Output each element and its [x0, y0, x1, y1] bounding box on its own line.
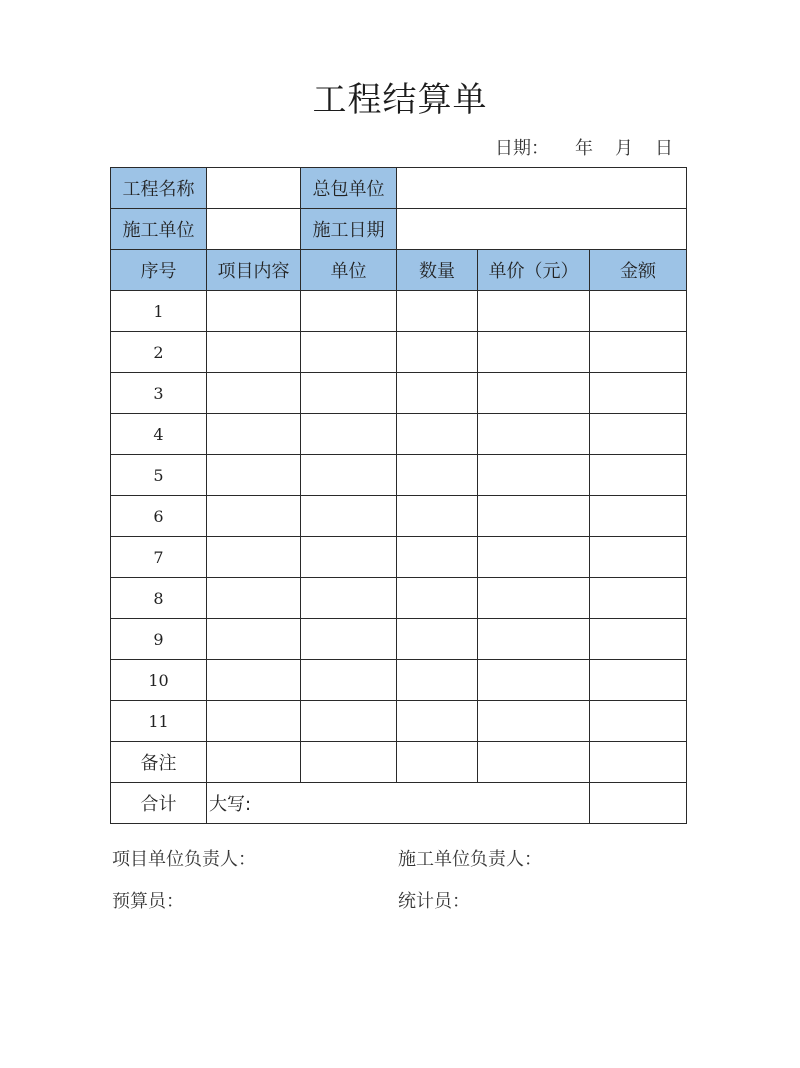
amount-cell[interactable] [590, 373, 687, 414]
remarks-cell[interactable] [207, 742, 301, 783]
total-row [111, 783, 687, 824]
date-year-field[interactable]: 年 [575, 138, 593, 159]
amount-cell[interactable] [590, 701, 687, 742]
unit-cell[interactable] [301, 332, 397, 373]
date-day-field[interactable]: 日 [655, 138, 673, 159]
unit-cell[interactable] [301, 373, 397, 414]
row-number: 9 [111, 619, 207, 660]
price-cell[interactable] [478, 291, 590, 332]
table-row [111, 537, 687, 578]
column-header-row [111, 250, 687, 291]
content-cell[interactable] [207, 496, 301, 537]
remarks-cell[interactable] [301, 742, 397, 783]
amount-cell[interactable] [590, 660, 687, 701]
price-cell[interactable] [478, 660, 590, 701]
unit-cell[interactable] [301, 291, 397, 332]
remarks-cell[interactable] [590, 742, 687, 783]
date-line [495, 134, 673, 160]
content-cell[interactable] [207, 455, 301, 496]
unit-cell[interactable] [301, 414, 397, 455]
row-number: 2 [111, 332, 207, 373]
table-row [111, 701, 687, 742]
row-number: 8 [111, 578, 207, 619]
price-cell[interactable] [478, 455, 590, 496]
price-cell[interactable] [478, 373, 590, 414]
price-cell[interactable] [478, 619, 590, 660]
table-row [111, 578, 687, 619]
unit-cell[interactable] [301, 578, 397, 619]
price-cell[interactable] [478, 701, 590, 742]
table-row [111, 373, 687, 414]
content-cell[interactable] [207, 619, 301, 660]
table-row [111, 332, 687, 373]
content-cell[interactable] [207, 660, 301, 701]
amount-cell[interactable] [590, 496, 687, 537]
unit-cell[interactable] [301, 496, 397, 537]
price-cell[interactable] [478, 414, 590, 455]
row-number: 11 [111, 701, 207, 742]
qty-cell[interactable] [397, 496, 478, 537]
statistician-signature: 统计员： [398, 891, 470, 912]
price-cell[interactable] [478, 332, 590, 373]
unit-cell[interactable] [301, 537, 397, 578]
amount-cell[interactable] [590, 455, 687, 496]
unit-cell[interactable] [301, 619, 397, 660]
col-header-content: 项目内容 [207, 250, 301, 291]
qty-cell[interactable] [397, 373, 478, 414]
project-manager-signature: 项目单位负责人： [112, 849, 256, 870]
amount-cell[interactable] [590, 291, 687, 332]
col-header-price: 单价（元） [478, 250, 590, 291]
total-label: 合计 [111, 783, 207, 824]
remarks-cell[interactable] [397, 742, 478, 783]
qty-cell[interactable] [397, 660, 478, 701]
amount-cell[interactable] [590, 332, 687, 373]
table-row [111, 496, 687, 537]
col-header-qty: 数量 [397, 250, 478, 291]
qty-cell[interactable] [397, 455, 478, 496]
row-number: 4 [111, 414, 207, 455]
content-cell[interactable] [207, 373, 301, 414]
qty-cell[interactable] [397, 537, 478, 578]
content-cell[interactable] [207, 291, 301, 332]
table-row [111, 619, 687, 660]
settlement-table [110, 167, 687, 824]
table-row [111, 291, 687, 332]
amount-cell[interactable] [590, 619, 687, 660]
price-cell[interactable] [478, 496, 590, 537]
construction-date-field[interactable] [397, 209, 687, 250]
qty-cell[interactable] [397, 414, 478, 455]
remarks-cell[interactable] [478, 742, 590, 783]
content-cell[interactable] [207, 537, 301, 578]
unit-cell[interactable] [301, 701, 397, 742]
table-row [111, 414, 687, 455]
construction-date-label: 施工日期 [301, 209, 397, 250]
document-title: 工程结算单 [312, 80, 488, 120]
budgeter-signature: 预算员： [112, 891, 184, 912]
row-number: 5 [111, 455, 207, 496]
qty-cell[interactable] [397, 701, 478, 742]
content-cell[interactable] [207, 701, 301, 742]
project-name-label: 工程名称 [111, 168, 207, 209]
row-number: 7 [111, 537, 207, 578]
col-header-amount: 金额 [590, 250, 687, 291]
remarks-row [111, 742, 687, 783]
table-row [111, 660, 687, 701]
contractor-field[interactable] [397, 168, 687, 209]
total-uppercase-field[interactable]: 大写: [207, 783, 590, 824]
col-header-unit: 单位 [301, 250, 397, 291]
info-row-2 [111, 209, 687, 250]
info-row-1 [111, 168, 687, 209]
amount-cell[interactable] [590, 537, 687, 578]
content-cell[interactable] [207, 332, 301, 373]
price-cell[interactable] [478, 578, 590, 619]
amount-cell[interactable] [590, 414, 687, 455]
date-month-field[interactable]: 月 [615, 138, 633, 159]
row-number: 3 [111, 373, 207, 414]
qty-cell[interactable] [397, 291, 478, 332]
qty-cell[interactable] [397, 619, 478, 660]
content-cell[interactable] [207, 578, 301, 619]
remarks-label: 备注 [111, 742, 207, 783]
construction-unit-field[interactable] [207, 209, 301, 250]
col-header-no: 序号 [111, 250, 207, 291]
date-label: 日期： [495, 138, 549, 159]
amount-cell[interactable] [590, 578, 687, 619]
qty-cell[interactable] [397, 332, 478, 373]
row-number: 10 [111, 660, 207, 701]
construction-unit-label: 施工单位 [111, 209, 207, 250]
project-name-field[interactable] [207, 168, 301, 209]
table-row [111, 455, 687, 496]
qty-cell[interactable] [397, 578, 478, 619]
price-cell[interactable] [478, 537, 590, 578]
contractor-label: 总包单位 [301, 168, 397, 209]
row-number: 1 [111, 291, 207, 332]
construction-manager-signature: 施工单位负责人： [398, 849, 542, 870]
content-cell[interactable] [207, 414, 301, 455]
unit-cell[interactable] [301, 660, 397, 701]
total-amount-field[interactable] [590, 783, 687, 824]
unit-cell[interactable] [301, 455, 397, 496]
row-number: 6 [111, 496, 207, 537]
